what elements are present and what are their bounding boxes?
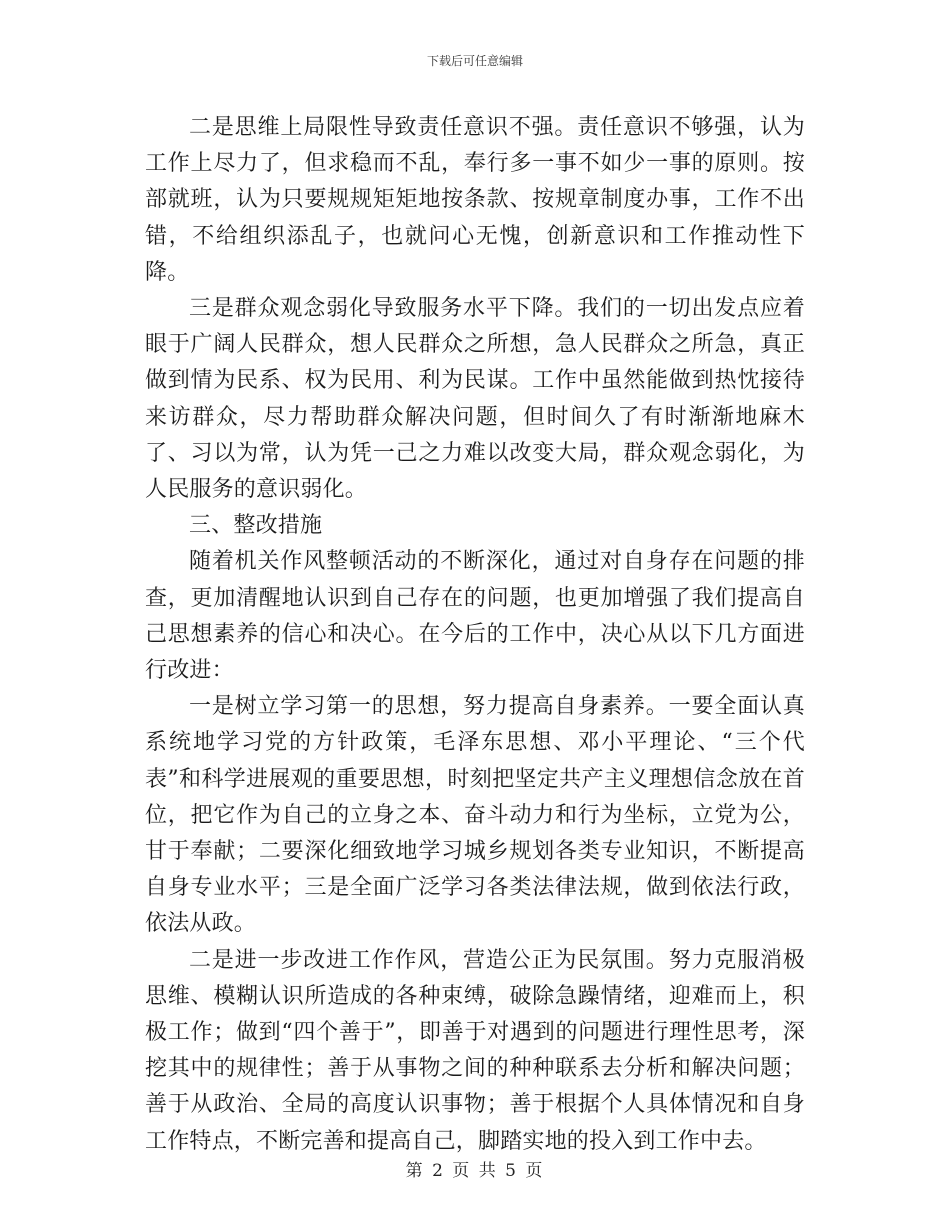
section-heading-rectification: 三、整改措施: [189, 513, 323, 539]
document-body: [145, 110, 805, 1160]
paragraph-mass-concept: 三是群众观念弱化导致服务水平下降。我们的一切出发点应着眼于广阔人民群众，想人民群众之所想，急人民群众之所急，真正做到情为民系、权为民用、利为民谋。工作中虽然能做到热忱接待来访群众，尽力帮助群众解决问题，但时间久了有时渐渐地麻木了、习以为常，认为凭一己之力难以改变大局，群众观念弱化，为人民服务的意识弱化。: [145, 296, 805, 503]
page-header: 下载后可任意编辑: [426, 54, 523, 68]
paragraph-study-first: 一是树立学习第一的思想，努力提高自身素养。一要全面认真系统地学习党的方针政策，毛泽东思想、邓小平理论、“三个代表”和科学进展观的重要思想，时刻把坚定共产主义理想信念放在首位，把它作为自己的立身之本、奋斗动力和行为坐标，立党为公，甘于奉献；二要深化细致地学习城乡规划各类专业知识，不断提高自身专业水平；三是全面广泛学习各类法律法规，做到依法行政，依法从政。: [145, 694, 805, 937]
paragraph-responsibility: 二是思维上局限性导致责任意识不强。责任意识不够强，认为工作上尽力了，但求稳而不乱，奉行多一事不如少一事的原则。按部就班，认为只要规规矩矩地按条款、按规章制度办事，工作不出错，不给组织添乱子，也就问心无愧，创新意识和工作推动性下降。: [145, 115, 805, 285]
paragraph-work-style: 二是进一步改进工作作风，营造公正为民氛围。努力克服消极思维、模糊认识所造成的各种束缚，破除急躁情绪，迎难而上，积极工作；做到“四个善于”，即善于对遇到的问题进行理性思考，深挖其中的规律性；善于从事物之间的种种联系去分析和解决问题；善于从政治、全局的高度认识事物；善于根据个人具体情况和自身工作特点，不断完善和提高自己，脚踏实地的投入到工作中去。: [145, 947, 805, 1154]
page-number: 第 2 页 共 5 页: [405, 1161, 545, 1181]
paragraph-rectification-intro: 随着机关作风整顿活动的不断深化，通过对自身存在问题的排查，更加清醒地认识到自己存在的问题，也更加增强了我们提高自己思想素养的信心和决心。在今后的工作中，决心从以下几方面进行改进：: [145, 549, 805, 684]
